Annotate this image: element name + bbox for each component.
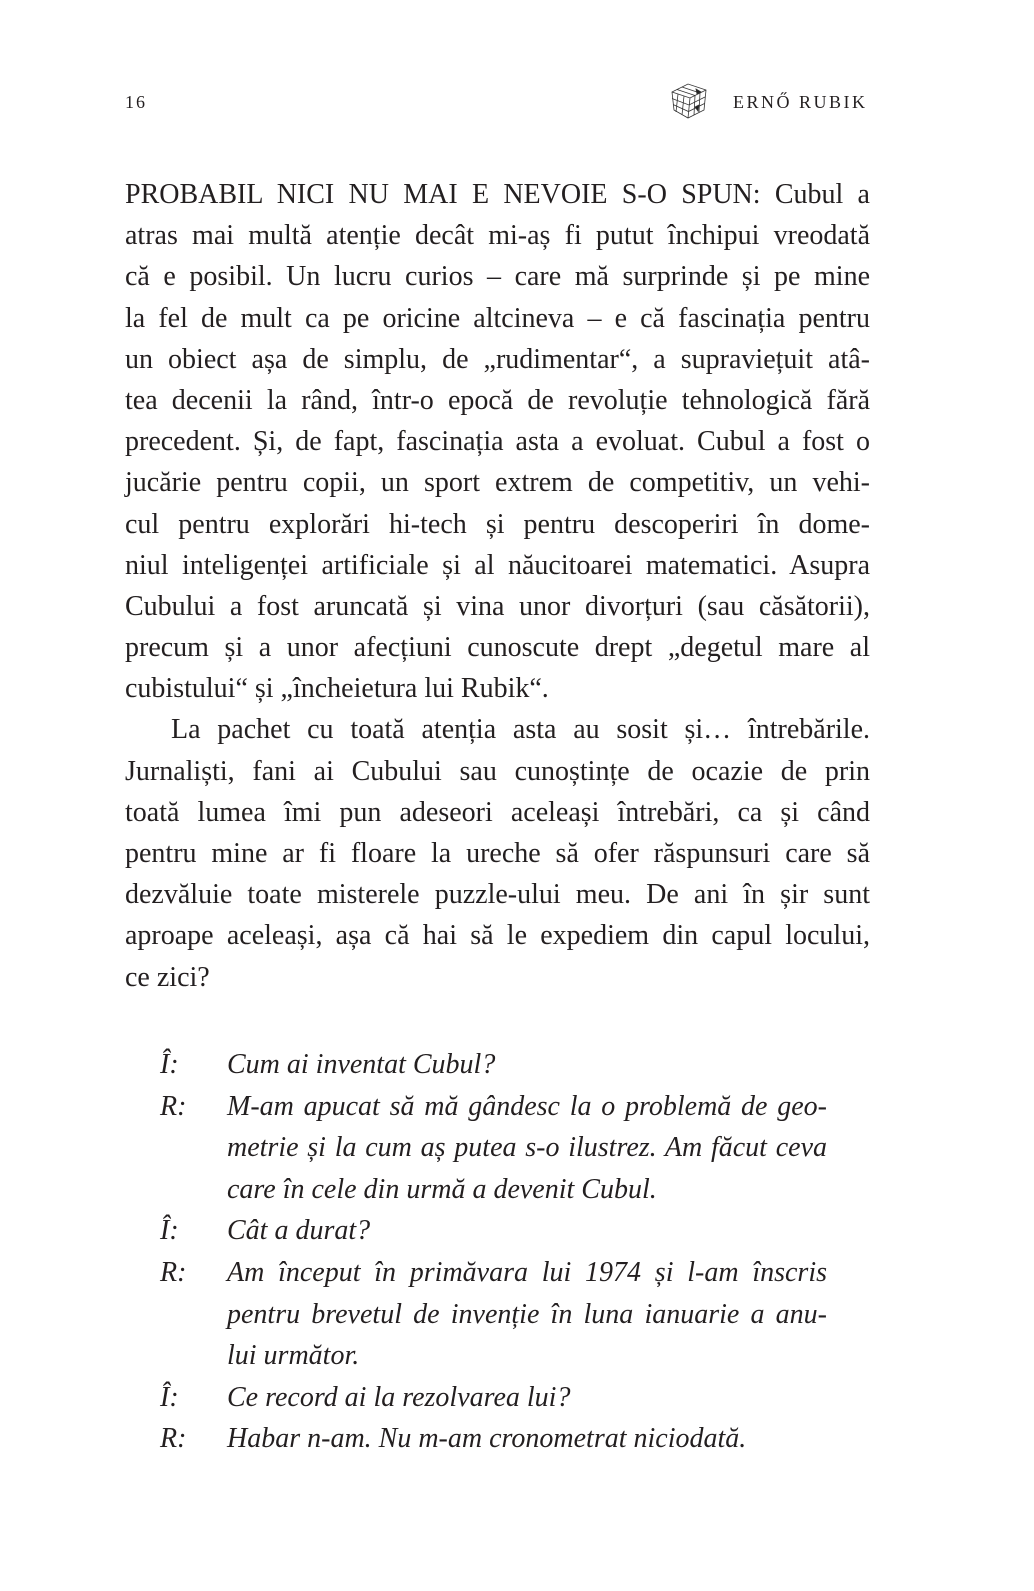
text-line: aproape aceleași, așa că hai să le expediem din capul locului,: [125, 920, 870, 952]
text-line: ce zici?: [125, 961, 210, 993]
qa-text: [227, 1252, 827, 1377]
text-line: Cum ai inventat Cubul?: [227, 1049, 496, 1080]
qa-label: R:: [160, 1423, 187, 1455]
text-line: jucărie pentru copii, un sport extrem de competitiv, un vehi-: [125, 467, 870, 499]
text-line: precum și a unor afecțiuni cunoscute drept „degetul mare al: [125, 632, 870, 664]
qa-text: [227, 1044, 827, 1086]
body-text: [125, 174, 870, 998]
text-line: Jurnaliști, fani ai Cubului sau cunoștințe de ocazie de prin: [125, 755, 870, 787]
text-line: care în cele din urmă a devenit Cubul.: [227, 1173, 657, 1205]
text-line: lui următor.: [227, 1340, 360, 1372]
text-line: un obiect așa de simplu, de „rudimentar“, a supraviețuit atâ-: [125, 343, 870, 375]
qa-label: R:: [160, 1090, 187, 1122]
qa-text: [227, 1377, 827, 1419]
answer: [160, 1086, 827, 1211]
page-number: 16: [125, 92, 147, 112]
qa-label: Î:: [160, 1381, 179, 1413]
text-line: pentru mine ar fi floare la ureche să ofer răspunsuri care să: [125, 838, 870, 869]
text-line: metrie și la cum aș putea s-o ilustrez. Am făcut ceva: [227, 1132, 827, 1164]
interview-qa: [160, 1044, 827, 1460]
qa-label: R:: [160, 1256, 187, 1288]
text-line: tea decenii la rând, într-o epocă de revoluție tehnologică fără: [125, 384, 870, 416]
text-line: M-am apucat să mă gândesc la o problemă de geo-: [227, 1090, 827, 1122]
paragraph: [125, 709, 870, 997]
text-line: Am început în primăvara lui 1974 și l-am înscris: [227, 1256, 827, 1288]
text-line: atras mai multă atenție decât mi-aș fi putut închipui vreodată: [125, 220, 870, 252]
text-line: toată lumea îmi pun adeseori aceleași întrebări, ca și când: [125, 796, 870, 828]
text-line: la fel de mult ca pe oricine altcineva – e că fascinația pentru: [125, 302, 870, 334]
running-title: ERNŐ RUBIK: [733, 92, 868, 112]
question: [160, 1044, 827, 1086]
text-line: cul pentru explorări hi-tech și pentru descoperiri în dome-: [125, 508, 870, 540]
text-line: dezvăluie toate misterele puzzle-ului meu. De ani în șir sunt: [125, 879, 870, 911]
text-line: niul inteligenței artificiale și al năucitoarei matematici. Asupra: [125, 549, 870, 581]
text-line: Cubului a fost aruncată și vina unor divorțuri (sau căsătorii),: [125, 590, 870, 622]
qa-label: Î:: [160, 1215, 179, 1247]
text-line: cubistului“ și „încheietura lui Rubik“.: [125, 673, 549, 705]
text-line: Cât a durat?: [227, 1215, 371, 1247]
paragraph: [125, 174, 870, 709]
qa-label: Î:: [160, 1049, 179, 1080]
answer: [160, 1418, 827, 1460]
text-line: PROBABIL NICI NU MAI E NEVOIE S-O SPUN: Cubul a: [125, 179, 870, 210]
text-line: Habar n-am. Nu m-am cronometrat niciodată.: [227, 1423, 747, 1455]
text-line: La pachet cu toată atenția asta au sosit și… întrebările.: [171, 714, 870, 746]
text-line: că e posibil. Un lucru curios – care mă surprinde și pe mine: [125, 261, 870, 293]
qa-text: [227, 1210, 827, 1252]
text-line: Ce record ai la rezolvarea lui?: [227, 1381, 571, 1413]
qa-text: [227, 1418, 827, 1460]
rubiks-cube-icon: [668, 80, 712, 120]
question: [160, 1210, 827, 1252]
text-line: precedent. Și, de fapt, fascinația asta a evoluat. Cubul a fost o: [125, 426, 870, 458]
answer: [160, 1252, 827, 1377]
question: [160, 1377, 827, 1419]
text-line: pentru brevetul de invenție în luna ianuarie a anu-: [227, 1298, 827, 1330]
qa-text: [227, 1086, 827, 1211]
